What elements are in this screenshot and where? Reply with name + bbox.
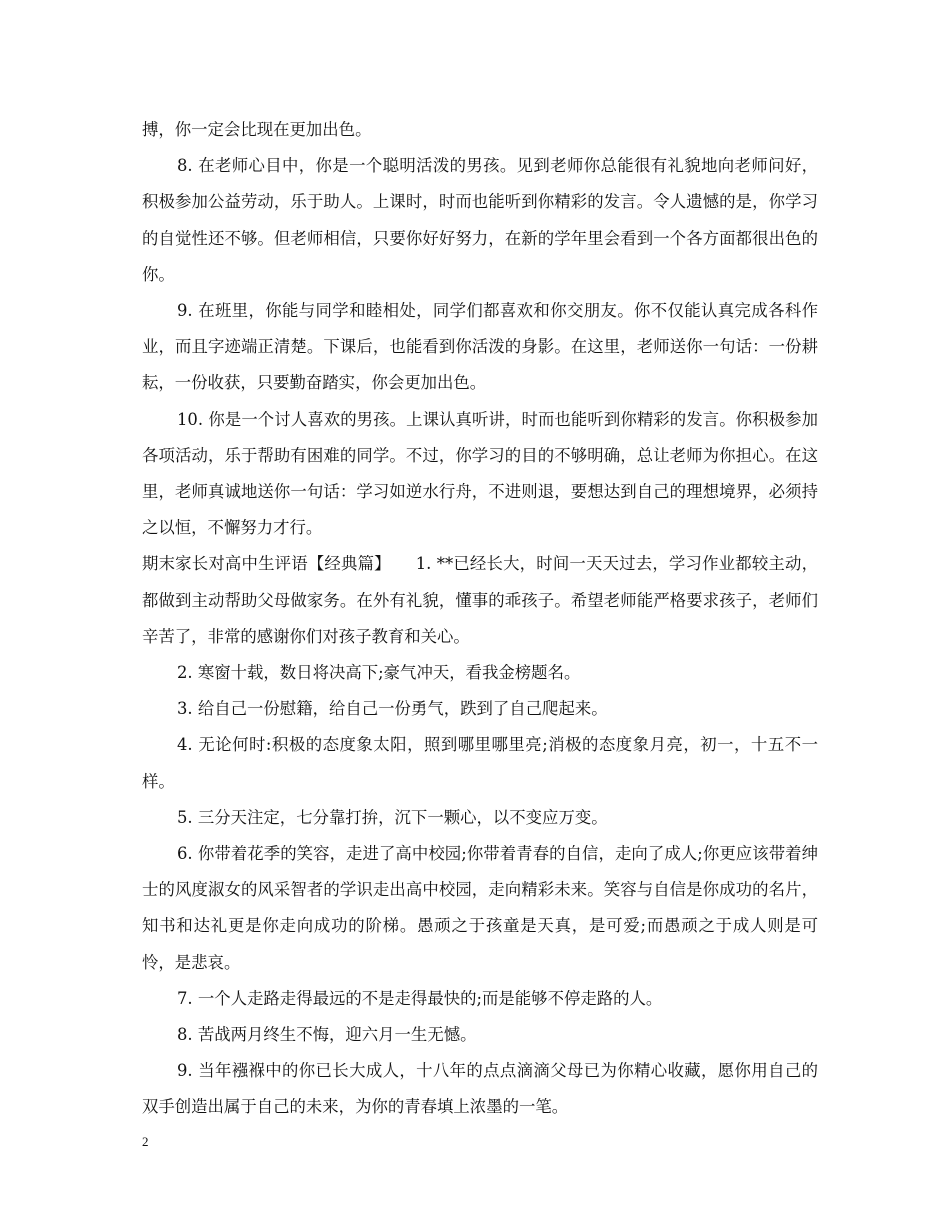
document-body <box>142 112 818 1126</box>
paragraph: 7. 一个人走路走得最远的不是走得最快的;而是能够不停走路的人。 <box>177 988 663 1008</box>
paragraph: 5. 三分天注定，七分靠打拚，沉下一颗心，以不变应万变。 <box>177 807 608 827</box>
page-number: 2 <box>142 1134 149 1149</box>
paragraph: 10. 你是一个讨人喜欢的男孩。上课认真听讲，时而也能听到你精彩的发言。你积极参加各项活动，乐于帮助有困难的同学。不过，你学习的目的不够明确，总让老师为你担心。在这里，老师真诚地送你一句话：学习如逆水行舟，不进则退，要想达到自己的理想境界，必须持之以恒，不懈努力才行。 <box>142 409 818 538</box>
section-heading-paragraph: 期末家长对高中生评语【经典篇】 1. **已经长大，时间一天天过去，学习作业都较主动，都做到主动帮助父母做家务。在外有礼貌，懂事的乖孩子。希望老师能严格要求孩子，老师们辛苦了，非常的感谢你们对孩子教育和关心。 <box>142 554 818 646</box>
paragraph: 3. 给自己一份慰籍，给自己一份勇气，跌到了自己爬起来。 <box>177 699 608 719</box>
paragraph: 6. 你带着花季的笑容，走进了高中校园;你带着青春的自信，走向了成人;你更应该带着绅士的风度淑女的风采智者的学识走出高中校园，走向精彩未来。笑容与自信是你成功的名片，知书和达礼更是你走向成功的阶梯。愚顽之于孩童是天真，是可爱;而愚顽之于成人则是可怜，是悲哀。 <box>142 844 818 972</box>
paragraph: 8. 苦战两月终生不悔，迎六月一生无憾。 <box>177 1025 477 1045</box>
paragraph: 9. 在班里，你能与同学和睦相处，同学们都喜欢和你交朋友。你不仅能认真完成各科作业，而且字迹端正清楚。下课后，也能看到你活泼的身影。在这里，老师送你一句话：一份耕耘，一份收获，只要勤奋踏实，你会更加出色。 <box>142 301 818 393</box>
paragraph: 4. 无论何时:积极的态度象太阳，照到哪里哪里亮;消极的态度象月亮，初一，十五不一样。 <box>142 735 818 791</box>
paragraph: 9. 当年襁褓中的你已长大成人，十八年的点点滴滴父母已为你精心收藏，愿你用自己的双手创造出属于自己的未来，为你的青春填上浓墨的一笔。 <box>142 1061 818 1117</box>
paragraph: 2. 寒窗十载，数日将决高下;豪气冲天，看我金榜题名。 <box>177 663 581 683</box>
paragraph: 8. 在老师心目中，你是一个聪明活泼的男孩。见到老师你总能很有礼貌地向老师问好，积极参加公益劳动，乐于助人。上课时，时而也能听到你精彩的发言。令人遗憾的是，你学习的自觉性还不够。但老师相信，只要你好好努力，在新的学年里会看到一个各方面都很出色的你。 <box>142 156 818 284</box>
paragraph: 搏，你一定会比现在更加出色。 <box>142 120 372 139</box>
